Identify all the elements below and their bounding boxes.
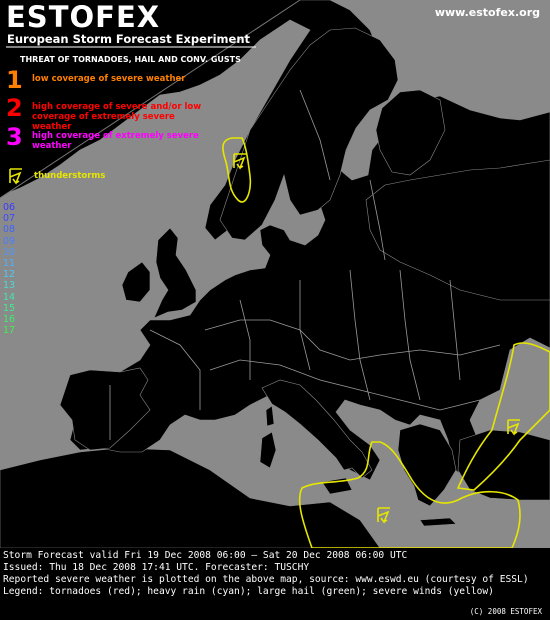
level-description: low coverage of severe weather [32,74,186,84]
thunderstorm-icon [8,167,24,185]
level-number: 1 [6,66,23,94]
hour-label: 12 [3,269,16,281]
legend-title: THREAT OF TORNADOES, HAIL AND CONV. GUSTS [20,55,241,64]
level-number: 2 [6,94,23,122]
hour-label: 15 [3,302,16,314]
level-description: high coverage of extremely severe weather [32,131,199,151]
hour-label: 07 [3,213,16,225]
legend-thunderstorms [8,167,105,185]
level-number: 3 [6,123,23,151]
forecast-issued: Issued: Thu 18 Dec 2008 17:41 UTC. Forecaster: TUSCHY [3,562,310,573]
level-description: high coverage of severe and/or low coverage of extremely severe weather [32,102,202,132]
hour-label: 06 [3,202,16,213]
hour-label: 13 [3,280,16,292]
hour-label: 17 [3,325,16,337]
hour-label: 09 [3,235,16,247]
reports-source: Reported severe weather is plotted on the above map, source: www.eswd.eu (courtesy of ESSL) [3,574,529,585]
legend-level-1 [6,68,212,92]
site-url[interactable]: www.estofex.org [434,6,540,19]
hour-label: 11 [3,258,16,270]
reports-legend: Legend: tornadoes (red); heavy rain (cyan); large hail (green); severe winds (yellow) [3,586,494,597]
hour-label: 10 [3,246,16,258]
copyright: (C) 2008 ESTOFEX [469,607,542,616]
forecast-footer [0,548,550,620]
thunderstorms-label: thunderstorms [34,171,106,181]
brand-subtitle: European Storm Forecast Experiment [7,32,251,46]
hour-label: 08 [3,224,16,236]
hour-scale [3,202,15,336]
hour-label: 16 [3,314,16,326]
hour-label: 14 [3,291,16,303]
legend-level-3 [6,125,212,151]
brand-title: ESTOFEX [6,0,161,34]
forecast-validity: Storm Forecast valid Fri 19 Dec 2008 06:00 – Sat 20 Dec 2008 06:00 UTC [3,550,408,561]
